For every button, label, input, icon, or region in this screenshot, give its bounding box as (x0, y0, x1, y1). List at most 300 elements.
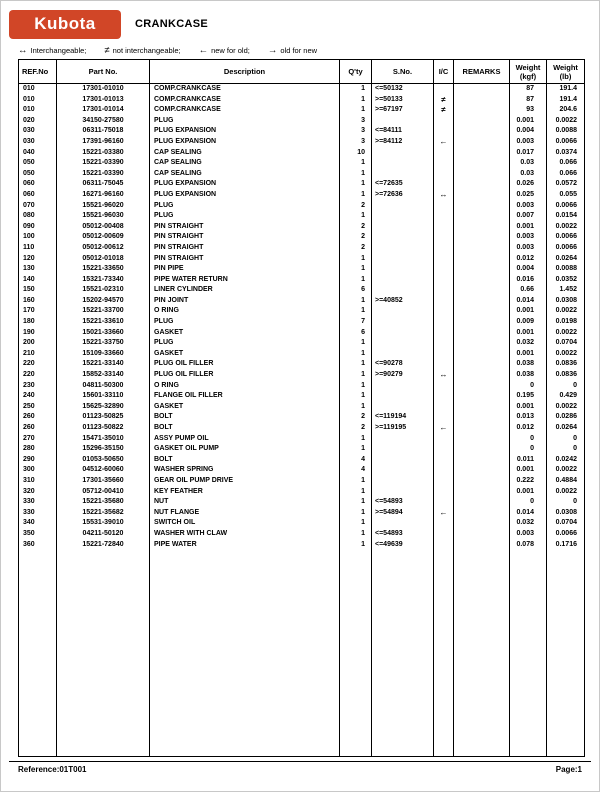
cell-ref-no: 300 (19, 465, 57, 476)
table-row (19, 126, 585, 137)
cell-weight-lb: 0 (547, 434, 585, 445)
cell-ic: ← (434, 423, 454, 434)
cell-weight-lb: 0.0022 (547, 116, 585, 127)
cell-weight-lb: 0.429 (547, 391, 585, 402)
cell-description: PLUG EXPANSION (150, 179, 340, 190)
cell-weight-kgf: 0 (510, 434, 547, 445)
cell-ic (434, 148, 454, 159)
cell-part-no: 15221-33700 (57, 306, 150, 317)
cell-description: BOLT (150, 412, 340, 423)
cell-weight-kgf: 0.222 (510, 476, 547, 487)
cell-part-no: 01123-50822 (57, 423, 150, 434)
legend-label: old for new (280, 45, 318, 55)
cell-qty: 1 (340, 338, 372, 349)
cell-weight-lb: 191.4 (547, 84, 585, 95)
cell-weight-lb: 0.0088 (547, 264, 585, 275)
cell-ic (434, 285, 454, 296)
page-footer (9, 761, 591, 774)
cell-s-no (372, 476, 434, 487)
cell-s-no (372, 116, 434, 127)
cell-ref-no: 120 (19, 254, 57, 265)
cell-ref-no: 250 (19, 402, 57, 413)
cell-s-no: <=50132 (372, 84, 434, 95)
cell-weight-kgf: 0.032 (510, 518, 547, 529)
cell-s-no (372, 317, 434, 328)
cell-ic (434, 476, 454, 487)
cell-ref-no: 330 (19, 497, 57, 508)
cell-s-no (372, 201, 434, 212)
cell-remarks (454, 317, 510, 328)
cell-weight-lb: 0.0066 (547, 137, 585, 148)
cell-s-no (372, 402, 434, 413)
cell-weight-kgf: 0.012 (510, 254, 547, 265)
cell-qty: 1 (340, 444, 372, 455)
cell-description: PIN STRAIGHT (150, 232, 340, 243)
cell-ic (434, 169, 454, 180)
cell-part-no: 15221-33750 (57, 338, 150, 349)
cell-description: PLUG OIL FILLER (150, 359, 340, 370)
cell-qty: 1 (340, 508, 372, 519)
table-row (19, 137, 585, 148)
cell-weight-lb: 0.0836 (547, 359, 585, 370)
table-row (19, 370, 585, 381)
cell-part-no: 15321-73340 (57, 275, 150, 286)
cell-weight-kgf: 0.012 (510, 423, 547, 434)
table-row (19, 264, 585, 275)
cell-weight-lb: 191.4 (547, 95, 585, 106)
cell-ref-no: 030 (19, 137, 57, 148)
cell-ref-no: 200 (19, 338, 57, 349)
cell-remarks (454, 190, 510, 201)
cell-ref-no: 050 (19, 169, 57, 180)
cell-s-no (372, 243, 434, 254)
cell-weight-kgf: 0.003 (510, 529, 547, 540)
cell-s-no: >=50133 (372, 95, 434, 106)
cell-description: PIN PIPE (150, 264, 340, 275)
table-row (19, 444, 585, 455)
cell-qty: 1 (340, 487, 372, 498)
filler-cell (510, 550, 547, 756)
cell-part-no: 16271-96160 (57, 190, 150, 201)
cell-s-no: <=119194 (372, 412, 434, 423)
cell-weight-kgf: 0.03 (510, 169, 547, 180)
table-row (19, 285, 585, 296)
cell-ref-no: 010 (19, 84, 57, 95)
cell-remarks (454, 211, 510, 222)
cell-weight-lb: 0.066 (547, 169, 585, 180)
cell-qty: 1 (340, 529, 372, 540)
col-header-ic: I/C (434, 60, 454, 84)
table-row (19, 508, 585, 519)
cell-ic (434, 275, 454, 286)
cell-s-no (372, 349, 434, 360)
cell-qty: 1 (340, 105, 372, 116)
cell-s-no (372, 306, 434, 317)
cell-description: PLUG EXPANSION (150, 190, 340, 201)
cell-weight-lb: 0.0286 (547, 412, 585, 423)
cell-remarks (454, 487, 510, 498)
cell-weight-kgf: 0.003 (510, 243, 547, 254)
cell-s-no: >=67197 (372, 105, 434, 116)
cell-weight-kgf: 0.026 (510, 179, 547, 190)
cell-part-no: 15221-72840 (57, 540, 150, 551)
cell-ref-no: 280 (19, 444, 57, 455)
cell-weight-lb: 0.0704 (547, 338, 585, 349)
cell-description: PIN STRAIGHT (150, 243, 340, 254)
cell-remarks (454, 201, 510, 212)
table-row (19, 529, 585, 540)
cell-part-no: 06311-75045 (57, 179, 150, 190)
cell-qty: 1 (340, 169, 372, 180)
cell-weight-lb: 0.1716 (547, 540, 585, 551)
cell-weight-lb: 204.6 (547, 105, 585, 116)
cell-remarks (454, 540, 510, 551)
cell-ref-no: 020 (19, 116, 57, 127)
cell-ic (434, 84, 454, 95)
cell-ic (434, 328, 454, 339)
cell-part-no: 15521-02310 (57, 285, 150, 296)
cell-part-no: 15221-33140 (57, 359, 150, 370)
cell-qty: 1 (340, 190, 372, 201)
cell-s-no (372, 211, 434, 222)
cell-s-no: >=84112 (372, 137, 434, 148)
table-row (19, 232, 585, 243)
cell-ic (434, 243, 454, 254)
table-row (19, 455, 585, 466)
cell-description: PIN JOINT (150, 296, 340, 307)
table-row (19, 465, 585, 476)
cell-remarks (454, 285, 510, 296)
parts-table (18, 59, 585, 757)
cell-part-no: 05012-00612 (57, 243, 150, 254)
cell-remarks (454, 529, 510, 540)
cell-weight-lb: 0.0066 (547, 529, 585, 540)
cell-weight-lb: 0.0066 (547, 201, 585, 212)
cell-ref-no: 170 (19, 306, 57, 317)
cell-weight-kgf: 0.66 (510, 285, 547, 296)
cell-qty: 2 (340, 201, 372, 212)
cell-description: GASKET (150, 402, 340, 413)
cell-weight-lb: 0.0836 (547, 370, 585, 381)
cell-ref-no: 070 (19, 201, 57, 212)
cell-weight-kgf: 0.017 (510, 148, 547, 159)
cell-remarks (454, 232, 510, 243)
cell-part-no: 15221-35682 (57, 508, 150, 519)
cell-weight-kgf: 0.001 (510, 306, 547, 317)
cell-s-no (372, 487, 434, 498)
col-header-weight-kgf: Weight (kgf) (510, 60, 547, 84)
col-header-ref-no: REF.No (19, 60, 57, 84)
cell-remarks (454, 126, 510, 137)
cell-qty: 1 (340, 381, 372, 392)
table-row (19, 306, 585, 317)
cell-remarks (454, 455, 510, 466)
cell-description: FLANGE OIL FILLER (150, 391, 340, 402)
cell-description: PLUG EXPANSION (150, 137, 340, 148)
cell-qty: 1 (340, 211, 372, 222)
cell-remarks (454, 391, 510, 402)
cell-remarks (454, 95, 510, 106)
cell-weight-lb: 0.0022 (547, 222, 585, 233)
cell-part-no: 15109-33660 (57, 349, 150, 360)
cell-description: GASKET (150, 349, 340, 360)
cell-remarks (454, 169, 510, 180)
cell-s-no (372, 285, 434, 296)
cell-weight-lb: 0.0088 (547, 126, 585, 137)
cell-s-no (372, 222, 434, 233)
cell-description: GASKET (150, 328, 340, 339)
cell-ref-no: 040 (19, 148, 57, 159)
table-row (19, 328, 585, 339)
cell-weight-lb: 0 (547, 444, 585, 455)
col-header-description: Description (150, 60, 340, 84)
cell-remarks (454, 508, 510, 519)
cell-qty: 3 (340, 116, 372, 127)
table-row (19, 497, 585, 508)
table-row (19, 338, 585, 349)
cell-remarks (454, 296, 510, 307)
cell-qty: 1 (340, 95, 372, 106)
cell-description: NUT (150, 497, 340, 508)
cell-weight-kgf: 0.001 (510, 487, 547, 498)
cell-ic (434, 338, 454, 349)
cell-qty: 10 (340, 148, 372, 159)
cell-ref-no: 350 (19, 529, 57, 540)
cell-description: COMP.CRANKCASE (150, 84, 340, 95)
cell-qty: 1 (340, 497, 372, 508)
cell-ic (434, 222, 454, 233)
cell-weight-kgf: 0.004 (510, 126, 547, 137)
cell-remarks (454, 222, 510, 233)
cell-weight-lb: 0.0022 (547, 465, 585, 476)
cell-part-no: 05012-00609 (57, 232, 150, 243)
table-row (19, 169, 585, 180)
cell-qty: 1 (340, 264, 372, 275)
cell-ic (434, 211, 454, 222)
table-row (19, 211, 585, 222)
cell-ic (434, 116, 454, 127)
table-row (19, 487, 585, 498)
cell-part-no: 15521-96020 (57, 201, 150, 212)
cell-part-no: 15531-39010 (57, 518, 150, 529)
cell-weight-kgf: 0.195 (510, 391, 547, 402)
cell-description: BOLT (150, 423, 340, 434)
page-title: CRANKCASE (135, 18, 208, 30)
cell-s-no (372, 264, 434, 275)
cell-qty: 3 (340, 126, 372, 137)
cell-ref-no: 100 (19, 232, 57, 243)
kubota-logo: Kubota (9, 10, 121, 39)
cell-s-no: >=119195 (372, 423, 434, 434)
cell-description: PLUG (150, 211, 340, 222)
cell-ic (434, 455, 454, 466)
legend-item (104, 46, 180, 55)
cell-ref-no: 050 (19, 158, 57, 169)
cell-part-no: 17391-96160 (57, 137, 150, 148)
cell-qty: 1 (340, 84, 372, 95)
cell-ic (434, 264, 454, 275)
cell-ref-no: 260 (19, 423, 57, 434)
table-row (19, 412, 585, 423)
table-row (19, 296, 585, 307)
cell-s-no (372, 465, 434, 476)
table-row (19, 359, 585, 370)
cell-qty: 2 (340, 423, 372, 434)
cell-ref-no: 010 (19, 105, 57, 116)
not-interchangeable-icon: ≠ (104, 44, 110, 56)
cell-s-no (372, 148, 434, 159)
cell-remarks (454, 465, 510, 476)
cell-ref-no: 360 (19, 540, 57, 551)
cell-description: PLUG (150, 338, 340, 349)
cell-ic (434, 381, 454, 392)
cell-qty: 1 (340, 391, 372, 402)
cell-ref-no: 160 (19, 296, 57, 307)
cell-ic (434, 529, 454, 540)
cell-weight-lb: 0.0374 (547, 148, 585, 159)
cell-description: PLUG EXPANSION (150, 126, 340, 137)
table-row (19, 254, 585, 265)
cell-qty: 1 (340, 179, 372, 190)
cell-ic: ≠ (434, 95, 454, 106)
cell-remarks (454, 402, 510, 413)
cell-weight-lb: 0.0264 (547, 423, 585, 434)
cell-weight-kgf: 0.001 (510, 349, 547, 360)
cell-ic (434, 359, 454, 370)
col-header-qty: Q'ty (340, 60, 372, 84)
cell-remarks (454, 116, 510, 127)
cell-remarks (454, 338, 510, 349)
cell-description: CAP SEALING (150, 158, 340, 169)
cell-qty: 1 (340, 370, 372, 381)
cell-part-no: 15221-03390 (57, 158, 150, 169)
table-row (19, 222, 585, 233)
cell-qty: 1 (340, 540, 372, 551)
cell-s-no: <=84111 (372, 126, 434, 137)
cell-ic (434, 158, 454, 169)
cell-ic (434, 296, 454, 307)
cell-remarks (454, 243, 510, 254)
cell-description: LINER CYLINDER (150, 285, 340, 296)
cell-ic (434, 518, 454, 529)
cell-ref-no: 290 (19, 455, 57, 466)
cell-description: O RING (150, 381, 340, 392)
cell-qty: 2 (340, 222, 372, 233)
cell-weight-lb: 0.0308 (547, 508, 585, 519)
table-row (19, 243, 585, 254)
reference-label: Reference:01T001 (18, 765, 87, 774)
page-header (9, 9, 582, 39)
cell-weight-kgf: 0.03 (510, 158, 547, 169)
new-for-old-icon: ← (198, 44, 209, 56)
cell-weight-lb: 0.0704 (547, 518, 585, 529)
cell-description: PLUG (150, 116, 340, 127)
cell-description: PIPE WATER (150, 540, 340, 551)
cell-weight-lb: 1.452 (547, 285, 585, 296)
cell-part-no: 17301-01013 (57, 95, 150, 106)
cell-s-no: >=54894 (372, 508, 434, 519)
cell-part-no: 17301-35660 (57, 476, 150, 487)
cell-remarks (454, 158, 510, 169)
cell-s-no (372, 444, 434, 455)
cell-ic (434, 179, 454, 190)
cell-s-no: >=90279 (372, 370, 434, 381)
cell-qty: 2 (340, 232, 372, 243)
cell-qty: 1 (340, 349, 372, 360)
cell-ref-no: 310 (19, 476, 57, 487)
cell-part-no: 04811-50300 (57, 381, 150, 392)
cell-remarks (454, 306, 510, 317)
cell-remarks (454, 434, 510, 445)
table-row (19, 518, 585, 529)
cell-ref-no: 060 (19, 179, 57, 190)
cell-weight-kgf: 0.011 (510, 455, 547, 466)
parts-table-body (19, 84, 585, 757)
cell-weight-kgf: 0.001 (510, 402, 547, 413)
cell-qty: 1 (340, 296, 372, 307)
cell-remarks (454, 105, 510, 116)
table-row (19, 540, 585, 551)
table-filler-row (19, 550, 585, 756)
cell-part-no: 15601-33110 (57, 391, 150, 402)
filler-cell (19, 550, 57, 756)
cell-ic (434, 540, 454, 551)
cell-description: PLUG (150, 201, 340, 212)
table-row (19, 148, 585, 159)
cell-s-no (372, 455, 434, 466)
cell-ic: ← (434, 137, 454, 148)
page-number: Page:1 (555, 765, 582, 774)
cell-s-no (372, 169, 434, 180)
cell-weight-kgf: 0.038 (510, 370, 547, 381)
cell-qty: 1 (340, 476, 372, 487)
cell-remarks (454, 476, 510, 487)
cell-qty: 1 (340, 158, 372, 169)
cell-ic (434, 444, 454, 455)
cell-ref-no: 320 (19, 487, 57, 498)
cell-ic (434, 487, 454, 498)
cell-ic (434, 126, 454, 137)
cell-remarks (454, 328, 510, 339)
cell-part-no: 15221-03390 (57, 169, 150, 180)
cell-ref-no: 190 (19, 328, 57, 339)
cell-ic (434, 412, 454, 423)
cell-part-no: 17301-01010 (57, 84, 150, 95)
legend (18, 45, 582, 55)
cell-ref-no: 080 (19, 211, 57, 222)
filler-cell (340, 550, 372, 756)
legend-label: Interchangeable; (30, 45, 87, 55)
legend-label: not interchangeable; (112, 45, 181, 55)
cell-remarks (454, 275, 510, 286)
cell-weight-kgf: 0.001 (510, 328, 547, 339)
cell-weight-lb: 0.0022 (547, 487, 585, 498)
cell-weight-lb: 0.0264 (547, 254, 585, 265)
cell-description: PIPE WATER RETURN (150, 275, 340, 286)
cell-weight-kgf: 0.009 (510, 317, 547, 328)
cell-weight-lb: 0.0572 (547, 179, 585, 190)
table-row (19, 402, 585, 413)
cell-ref-no: 230 (19, 381, 57, 392)
cell-part-no: 15221-35680 (57, 497, 150, 508)
cell-remarks (454, 359, 510, 370)
cell-weight-lb: 0.0352 (547, 275, 585, 286)
cell-description: COMP.CRANKCASE (150, 95, 340, 106)
cell-qty: 1 (340, 306, 372, 317)
table-row (19, 84, 585, 95)
cell-description: CAP SEALING (150, 148, 340, 159)
cell-ref-no: 340 (19, 518, 57, 529)
